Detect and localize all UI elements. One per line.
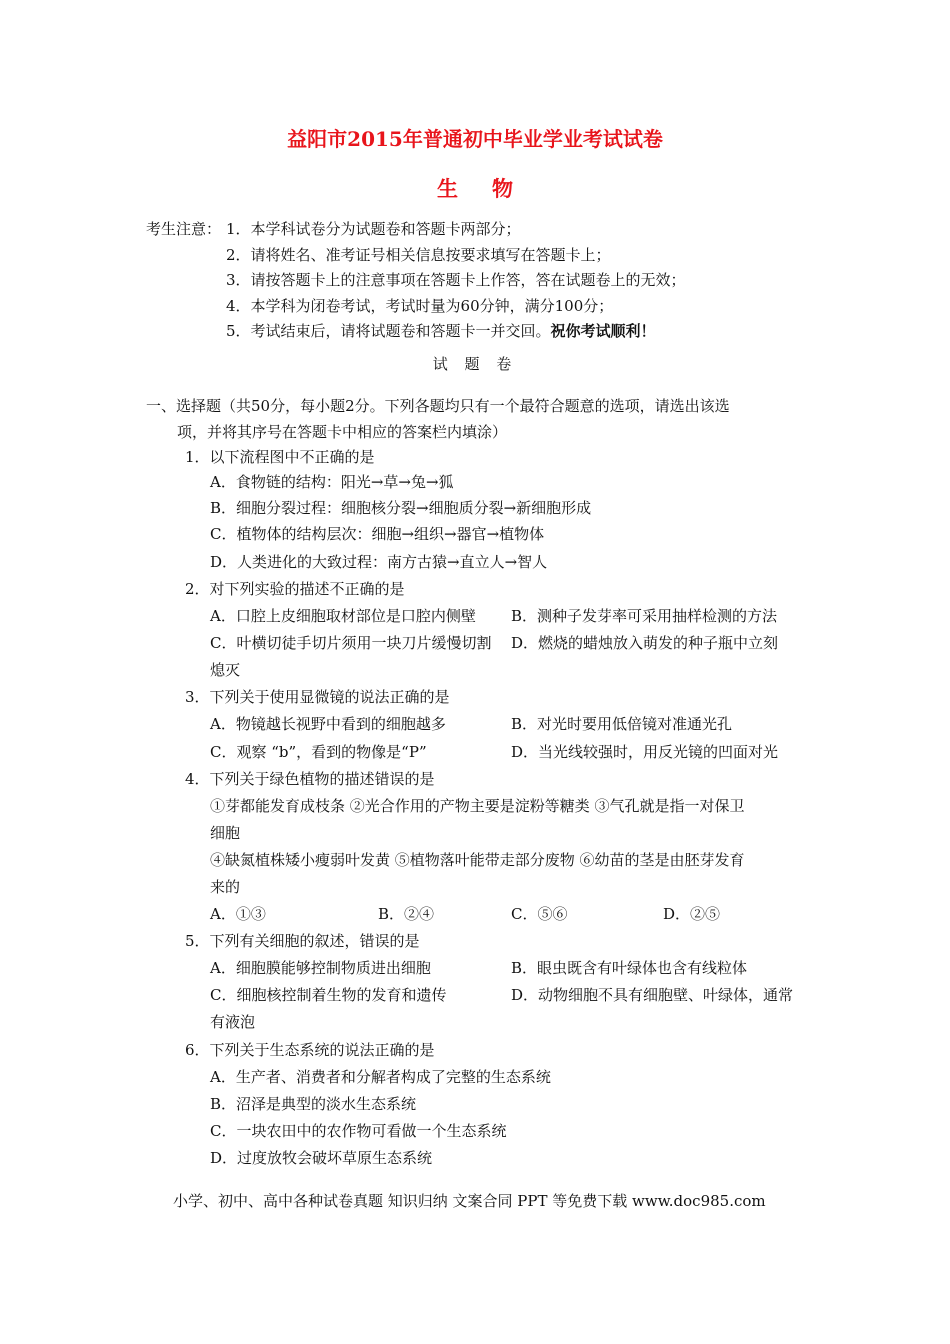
option-b: B．对光时要用低倍镜对准通光孔	[511, 715, 733, 733]
option-b: B．眼虫既含有叶绿体也含有线粒体	[511, 959, 748, 977]
option-d: D．燃烧的蜡烛放入萌发的种子瓶中立刻	[511, 634, 779, 652]
statement-line-1: ①芽都能发育成枝条 ②光合作用的产物主要是淀粉等糖类 ③气孔就是指一对保卫	[210, 797, 745, 815]
question-stem: 1．以下流程图中不正确的是	[185, 448, 375, 466]
part1-heading-line1: 一、选择题（共50分，每小题2分。下列各题均只有一个最符合题意的选项，请选出该选	[146, 397, 730, 415]
option-b: B．沼泽是典型的淡水生态系统	[210, 1095, 417, 1113]
statement-line-2: 细胞	[210, 824, 241, 842]
option-b: B．测种子发芽率可采用抽样检测的方法	[511, 607, 778, 625]
notice-label: 考生注意：	[146, 220, 222, 238]
notice-item-5-text: 5．考试结束后，请将试题卷和答题卡一并交回。	[226, 322, 551, 340]
part1-heading-line2: 项，并将其序号在答题卡中相应的答案栏内填涂）	[177, 423, 508, 441]
option-c: C．一块农田中的农作物可看做一个生态系统	[210, 1122, 507, 1140]
option-d: D．②⑤	[663, 905, 721, 923]
option-d-continued: 有液泡	[210, 1013, 256, 1031]
question-stem: 6．下列关于生态系统的说法正确的是	[185, 1041, 435, 1059]
option-b: B．②④	[378, 905, 435, 923]
option-c: C．叶横切徒手切片须用一块刀片缓慢切割	[210, 634, 492, 652]
statement-line-4: 来的	[210, 878, 241, 896]
option-d-continued: 熄灭	[210, 661, 241, 679]
option-d: D．人类进化的大致过程：南方古猿→直立人→智人	[210, 553, 548, 571]
notice-item-1: 1．本学科试卷分为试题卷和答题卡两部分；	[226, 220, 521, 238]
notice-item-5	[226, 320, 656, 342]
question-stem: 4．下列关于绿色植物的描述错误的是	[185, 770, 435, 788]
option-a: A．细胞膜能够控制物质进出细胞	[210, 959, 431, 977]
option-d: D．过度放牧会破坏草原生态系统	[210, 1149, 433, 1167]
option-c: C．细胞核控制着生物的发育和遗传	[210, 986, 447, 1004]
option-c: C．观察 “b”，看到的物像是“P”	[210, 743, 427, 761]
option-d: D．动物细胞不具有细胞壁、叶绿体，通常	[511, 986, 794, 1004]
option-a: A．①③	[210, 905, 266, 923]
option-d: D．当光线较强时，用反光镜的凹面对光	[511, 743, 779, 761]
page-footer: 小学、初中、高中各种试卷真题 知识归纳 文案合同 PPT 等免费下载 www.doc985.com	[173, 1192, 766, 1210]
option-a: A．物镜越长视野中看到的细胞越多	[210, 715, 446, 733]
question-stem: 3．下列关于使用显微镜的说法正确的是	[185, 688, 450, 706]
option-c: C．⑤⑥	[511, 905, 568, 923]
option-b: B．细胞分裂过程：细胞核分裂→细胞质分裂→新细胞形成	[210, 499, 592, 517]
notice-item-4: 4．本学科为闭卷考试，考试时量为60分钟，满分100分；	[226, 297, 614, 315]
notice-item-3: 3．请按答题卡上的注意事项在答题卡上作答，答在试题卷上的无效；	[226, 271, 686, 289]
option-a: A．口腔上皮细胞取材部位是口腔内侧壁	[210, 607, 476, 625]
option-a: A．生产者、消费者和分解者构成了完整的生态系统	[210, 1068, 551, 1086]
notice-item-2: 2．请将姓名、准考证号相关信息按要求填写在答题卡上；	[226, 246, 611, 264]
exam-title: 益阳市2015年普通初中毕业学业考试试卷	[287, 127, 663, 151]
question-stem: 2．对下列实验的描述不正确的是	[185, 580, 405, 598]
statement-line-3: ④缺氮植株矮小瘦弱叶发黄 ⑤植物落叶能带走部分废物 ⑥幼苗的茎是由胚芽发育	[210, 851, 745, 869]
notice-closing: 祝你考试顺利！	[550, 322, 656, 340]
section-title: 试 题 卷	[432, 355, 518, 373]
option-a: A．食物链的结构：阳光→草→兔→狐	[210, 473, 454, 491]
exam-subject: 生物	[437, 176, 547, 201]
question-stem: 5．下列有关细胞的叙述，错误的是	[185, 932, 420, 950]
option-c: C．植物体的结构层次：细胞→组织→器官→植物体	[210, 525, 545, 543]
